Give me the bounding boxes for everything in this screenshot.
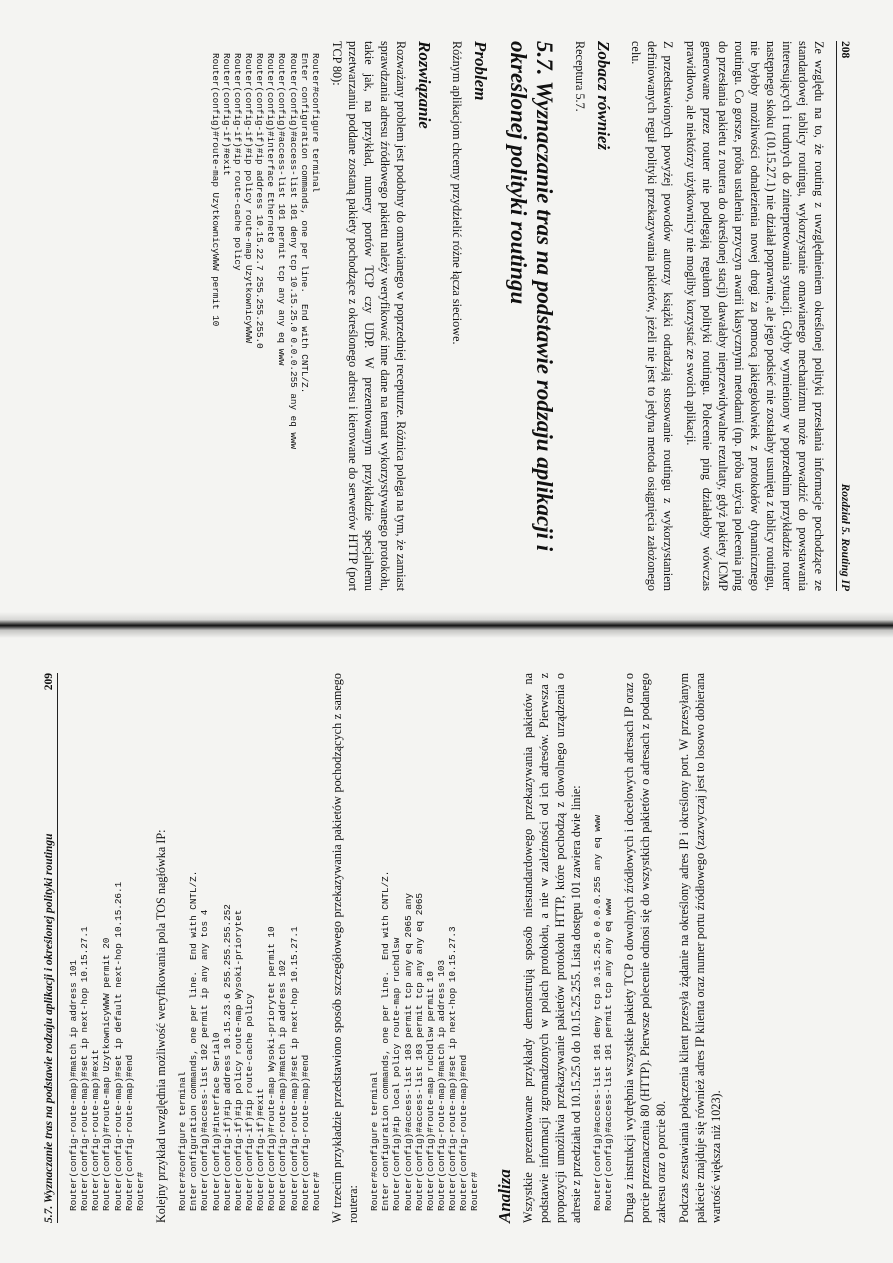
left-page-half (0, 0, 893, 631)
right-page-half (0, 632, 893, 1263)
warning-paragraph: Z przedstawionych powyżej powodów autorzy książki odradzają stosowanie routingu z wykorzystaniem definiowanych reguł polityki przekazywania pakietów, jeżeli nie jest to jedyna metoda osiągnięcia założonego celu. (628, 40, 675, 591)
chapter-title: Rozdział 5. Routing IP (838, 483, 851, 591)
running-header (836, 41, 851, 591)
third-example-paragraph: W trzecim przykładzie przedstawiono sposób szczegółowego przekazywania pakietów pochodzących z samego routera: (329, 672, 360, 1223)
code-listing-3: Router#configure terminal Enter configuration commands, one per line. End with CNTL/Z. Router(config)#ip local policy route-map ruchdlsw Router(config)#access-list 103 permit tcp any eq 2065 any Router(config)#access-list 103 permit tcp any any eq 2065 Router(config)#route-map ruchdlsw permit 10 Router(config-route-map)#match ip address 103 Router(config-route-map)#set ip next-hop 10.15.27.3 Router(config-route-map)#end Router# (368, 870, 480, 1211)
tos-paragraph: Kolejny przykład uwzględnia możliwość weryfikowania pola TOS nagłówka IP: (153, 828, 168, 1223)
page-number: 208 (838, 40, 851, 58)
analysis-text: Wszystkie prezentowane przykłady demonstrują sposób niestandardowego przekazywania pakietów na podstawie informacji zgromadzonych w polach protokołu, a nie w zależności od ich adresów. Pierwsza z propozycji umożliwia przekazywanie pakietów protokołu HTTP, które pochodzą z dowolnego urządzenia o adresie z przedziału od 10.15.25.0 do 10.15.25.255. Lista dostępu 101 zawiera dwie linie: (520, 672, 583, 1223)
page-209 (37, 653, 857, 1243)
problem-heading: Problem (470, 40, 490, 100)
solution-heading: Rozwiązanie (414, 40, 434, 129)
second-instruction-paragraph: Druga z instrukcji wydrębnia wszystkie pakiety TCP o dowolnych źródłowych i docelowych adresach IP oraz o porcie przeznaczenia 80 (HTTP). Pierwsze polecenie odnosi się do wszystkich pakietów o adresach z podanego zakresu oraz o porcie 80. (621, 672, 668, 1223)
intro-paragraph: Ze względu na to, że routing z uwzględnieniem określonej polityki przesłania informacje pochodzące ze standardowej tablicy routingu, wykorzystanie omawianego mechanizmu może prowadzić do powstawania interesujących i trudnych do zinterpretowania sytuacji. Gdyby wymieniony w poprzednim przykładzie router następnego skoku (10.15.27.1) nie działał poprawnie, ale jego podsieć nie zostałaby usunięta z tablicy routingu, nie byłoby możliwości odnalezienia nowej drogi za pomocą jakiegokolwiek z protokołów dynamicznego routingu. Co gorsze, próba ustalenia przyczyn awarii klasycznymi metodami (np. próba użycia polecenia ping do przesłania pakietu z routera do określonej stacji) dawałaby nieprzewidywalne rezultaty, gdyż pakiety ICMP generowane przez router nie podlegają regułom polityki routingu. Polecenie ping działałoby wówczas prawidłowo, ale niektórzy użytkownicy nie mogliby korzystać ze swoich aplikacji. (683, 40, 826, 591)
code-listing-4: Router(config)#access-list 101 deny tcp 10.15.25.0 0.0.0.255 any eq www Router(config)#access-list 101 permit tcp any any eq www (591, 814, 614, 1211)
code-listing-1: Router(config-route-map)#match ip address 101 Router(config-route-map)#set ip next-hop 10.15.27.1 Router(config-route-map)#exit Router(config)#route-map UzytkownicyWWW permit 20 Router(config-route-map)#set ip default next-hop 10.15.26.1 Router(config-route-map)#end Router# (67, 881, 146, 1211)
solution-text: Rozważany problem jest podobny do omawianego w poprzedniej recepturze. Różnica polega na tym, że zamiast sprawdzania adresu źródłowego pakietu należy weryfikować inne dane na temat wykorzystywanego protokołu, takie jak, na przykład, numery portów TCP czy UDP. W prezentowanym przykładzie specjalnemu przetwarzaniu poddane zostaną pakiety pochodzące z określonego adresu i kierowane do serwerów HTTP (port TCP 80): (329, 40, 408, 591)
code-listing-2: Router#configure terminal Enter configuration commands, one per line. End with CNTL/Z. Router(config)#access-list 102 permit ip any any tos 4 Router(config)#interface Serial0 Router(config-if)#ip address 10.15.23.6 255.255.255.252 Router(config-if)#ip policy route-map Wysoki-priorytet Router(config-if)#ip route-cache policy Router(config-if)#exit Router(config)#route-map Wysoki-priorytet permit 10 Router(config-route-map)#match ip address 102 Router(config-route-map)#set ip next-hop 10.15.27.1 Router(config-route-map)#end Router# (176, 870, 322, 1211)
section-running-title: 5.7. Wyznaczanie tras na podstawie rodzaju aplikacji i określonej polityki routingu (42, 832, 55, 1223)
section-title: 5.7. Wyznaczanie tras na podstawie rodzaju aplikacji i określonej polityki routingu (505, 40, 557, 551)
analysis-heading: Analiza (494, 1168, 514, 1223)
see-also-heading: Zobacz również (593, 40, 613, 150)
problem-text: Różnym aplikacjom chcemy przydzielić różne łącza sieciowe. (449, 40, 464, 345)
connection-paragraph: Podczas zestawiania połączenia klient przesyła żądanie na określony adres IP i określony port. W przesyłanym pakiecie znajduje się również adres IP klienta oraz numer portu źródłowego (zazwyczaj jest to losowo dobierana wartość większa niż 1023). (676, 672, 723, 1223)
running-header (43, 673, 58, 1223)
page-number: 209 (42, 672, 55, 690)
see-also-text: Receptura 5.7. (572, 40, 587, 112)
code-listing: Router#configure terminal Enter configuration commands, one per line. End with CNTL/Z. Router(config)#access-list 101 deny tcp 10.15.25.0 0.0.0.255 any eq www Router(config)#access-list 101 permit tcp any any eq www Router(config)#interface Ethernet0 Router(config-if)#ip address 10.15.22.7 255.255.255.0 Router(config-if)#ip policy route-map UzytkownicyWWW Router(config-if)#ip route-cache policy Router(config-if)#exit Router(config)#route-map UzytkownicyWWW permit 10 (209, 52, 321, 449)
page-208 (37, 21, 857, 611)
